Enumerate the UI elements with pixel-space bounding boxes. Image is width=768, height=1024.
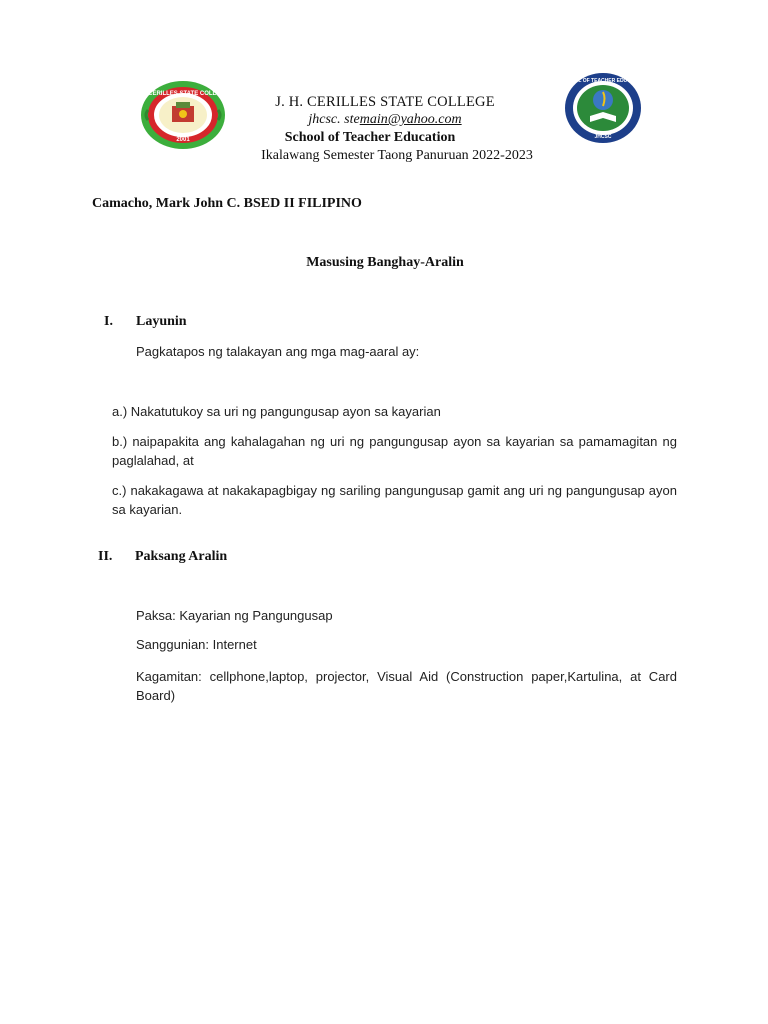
right-logo-text: SCHOOL OF TEACHER EDUCATION	[564, 78, 642, 84]
objective-a: a.) Nakatutukoy sa uri ng pangungusap ayon sa kayarian	[112, 404, 441, 419]
teacher-education-seal-logo	[564, 72, 642, 144]
section-2-title: Paksang Aralin	[135, 549, 228, 564]
left-logo-year: 2001	[176, 137, 190, 143]
section-1-number: I.	[104, 314, 113, 329]
email-link[interactable]: main@yahoo.com	[359, 112, 462, 127]
section-1-title: Layunin	[136, 314, 187, 329]
section-2-number: II.	[98, 549, 113, 564]
kagamitan-line: Kagamitan: cellphone,laptop, projector, Visual Aid (Construction paper,Kartulina, at Card Board)	[136, 669, 677, 703]
semester-line: Ikalawang Semester Taong Panuruan 2022-2023	[261, 148, 533, 163]
school-name: J. H. CERILLES STATE COLLEGE	[275, 94, 495, 110]
left-logo-text: J.H.CERILLES STATE COLLEGE	[140, 91, 226, 97]
paksa-line: Paksa: Kayarian ng Pangungusap	[136, 608, 333, 623]
right-logo-abbrev: JHCSC	[594, 134, 612, 140]
department-name: School of Teacher Education	[284, 130, 456, 145]
email-prefix: jhcsc. ste	[308, 112, 360, 127]
document-title: Masusing Banghay-Aralin	[306, 255, 464, 270]
objective-b: b.) naipapakita ang kahalagahan ng uri ng pangungusap ayon sa kayarian sa pamamagitan ng paglalahad, at	[112, 434, 677, 468]
student-info: Camacho, Mark John C. BSED II FILIPINO	[92, 196, 362, 211]
sanggunian-line: Sanggunian: Internet	[136, 637, 257, 652]
section-1-intro: Pagkatapos ng talakayan ang mga mag-aaral ay:	[136, 344, 420, 359]
objective-c: c.) nakakagawa at nakakapagbigay ng sariling pangungusap gamit ang uri ng pangungusap ayon sa kayarian.	[112, 483, 677, 517]
school-email[interactable]	[200, 112, 570, 128]
